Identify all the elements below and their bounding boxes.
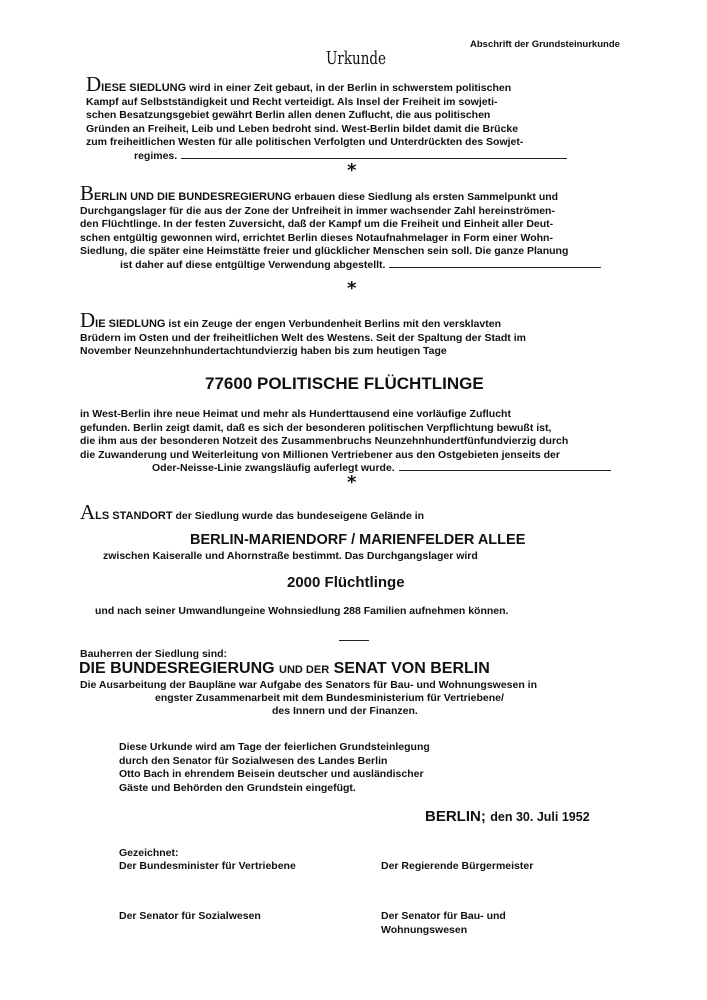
paragraph-line: den Flüchtlinge. In der festen Zuversicht, daß der Kampf um die Freiheit und Einheit aller Deut- bbox=[80, 218, 554, 231]
paragraph-line: Otto Bach in ehrendem Beisein deutscher und ausländischer bbox=[119, 768, 424, 781]
paragraph-line: engster Zusammenarbeit mit dem Bundesministerium für Vertriebene/ bbox=[155, 692, 504, 704]
builders-part-1: DIE BUNDESREGIERUNG bbox=[79, 660, 275, 677]
paragraph-line: Diese Urkunde wird am Tage der feierlichen Grundsteinlegung bbox=[119, 741, 430, 753]
capacity-headline: 2000 Flüchtlinge bbox=[287, 574, 405, 591]
signatory-social-senator: Der Senator für Sozialwesen bbox=[119, 910, 261, 922]
paragraph-line: schen entgültig gewonnen wird, errichtet Berlin dieses Notaufnahmelager in Form einer Wohn- bbox=[80, 231, 553, 244]
fill-rule bbox=[181, 157, 567, 159]
paragraph-line: Brüdern im Osten und der freiheitlichen Welt des Westens. Seit der Spaltung der Stadt im bbox=[80, 331, 526, 344]
paragraph-line: Gründen an Freiheit, Leib und Leben bedroht sind. West-Berlin bildet damit die Brücke bbox=[86, 122, 519, 135]
lead-initial: B bbox=[80, 181, 95, 205]
paragraph-line: durch den Senator für Sozialwesen des Landes Berlin bbox=[119, 754, 388, 767]
dateline bbox=[425, 808, 590, 826]
separator-star: * bbox=[347, 160, 357, 181]
paragraph-line: in West-Berlin ihre neue Heimat und mehr als Hunderttausend eine vorläufige Zuflucht bbox=[80, 408, 511, 420]
separator-star: * bbox=[347, 472, 357, 493]
paragraph-line: des Innern und der Finanzen. bbox=[272, 705, 418, 717]
paragraph-line: Siedlung, die später eine Heimstätte freier und glücklicher Menschen sein soll. Die ganze Planung bbox=[80, 245, 569, 258]
signatory-mayor: Der Regierende Bürgermeister bbox=[381, 860, 534, 872]
section-3 bbox=[80, 308, 700, 359]
builders-headline bbox=[79, 660, 490, 678]
paragraph-line: Kampf auf Selbstständigkeit und Recht verteidigt. Als Insel der Freiheit im sowjeti- bbox=[86, 95, 498, 108]
paragraph-line: Die Ausarbeitung der Baupläne war Aufgabe des Senators für Bau- und Wohnungswesen in bbox=[80, 679, 538, 691]
lead-initial: D bbox=[80, 308, 96, 332]
short-divider bbox=[339, 640, 369, 641]
paragraph-line: zwischen Kaiseralle und Ahornstraße bestimmt. Das Durchgangslager wird bbox=[103, 550, 478, 562]
paragraph-line: November Neunzehnhundertachtundvierzig haben bis zum heutigen Tage bbox=[80, 345, 447, 358]
builders-part-2: SENAT VON BERLIN bbox=[333, 660, 490, 677]
builders-connector: UND DER bbox=[279, 664, 330, 676]
lead-caps: IE SIEDLUNG bbox=[95, 318, 166, 330]
fill-rule bbox=[399, 469, 611, 471]
paragraph-line: und nach seiner Umwandlungeine Wohnsiedlung 288 Familien aufnehmen können. bbox=[95, 605, 509, 617]
header-note: Abschrift der Grundsteinurkunde bbox=[470, 39, 620, 50]
dateline-date: den 30. Juli 1952 bbox=[490, 810, 590, 824]
section-6 bbox=[119, 741, 539, 795]
signed-heading: Gezeichnet: bbox=[119, 847, 179, 859]
signatory-line: Der Senator für Bau- und bbox=[381, 910, 506, 922]
signatory-building-senator bbox=[381, 910, 506, 937]
section-4 bbox=[80, 500, 700, 524]
paragraph-line: regimes. bbox=[134, 149, 178, 162]
refugee-count-headline: 77600 POLITISCHE FLÜCHTLINGE bbox=[205, 374, 484, 393]
paragraph-text: ist ein Zeuge der engen Verbundenheit Berlins mit den versklavten bbox=[168, 318, 501, 330]
fill-rule bbox=[389, 266, 601, 268]
paragraph-line: Oder-Neisse-Linie zwangsläufig auferlegt wurde. bbox=[152, 462, 395, 475]
separator-star: * bbox=[347, 278, 357, 299]
signatory-line: Wohnungswesen bbox=[381, 923, 468, 936]
paragraph-line: die Zuwanderung und Weiterleitung von Millionen Vertriebener aus den Ostgebieten jenseits der bbox=[80, 448, 560, 461]
paragraph-line: zum freiheitlichen Westen für alle politischen Verfolgten und Unterdrückten des Sowjet- bbox=[86, 136, 524, 149]
lead-caps: ERLIN UND DIE BUNDESREGIERUNG bbox=[94, 191, 292, 203]
dateline-city: BERLIN; bbox=[425, 808, 486, 825]
signatory-federal-minister: Der Bundesminister für Vertriebene bbox=[119, 860, 296, 872]
paragraph-text: erbauen diese Siedlung als ersten Sammelpunkt und bbox=[294, 191, 559, 203]
lead-initial: D bbox=[86, 72, 102, 96]
section-3-continued bbox=[80, 408, 700, 476]
paragraph-line: ist daher auf diese entgültige Verwendung abgestellt. bbox=[120, 258, 386, 271]
paragraph-line: Gäste und Behörden den Grundstein eingefügt. bbox=[119, 781, 356, 794]
lead-initial: A bbox=[80, 500, 96, 524]
paragraph-line: die ihm aus der besonderen Notzeit des Zusammenbruchs Neunzehnhundertfünfundvierzig durch bbox=[80, 435, 569, 448]
paragraph-text: der Siedlung wurde das bundeseigene Gelände in bbox=[175, 510, 425, 522]
lead-caps: IESE SIEDLUNG bbox=[101, 82, 187, 94]
section-2 bbox=[80, 181, 700, 273]
paragraph-line: Durchgangslager für die aus der Zone der Unfreiheit in immer wachsender Zahl hereinströmen- bbox=[80, 204, 555, 217]
lead-caps: LS STANDORT bbox=[95, 510, 173, 522]
paragraph-text: wird in einer Zeit gebaut, in der Berlin in schwerstem politischen bbox=[189, 82, 512, 94]
paragraph-line: schen Besatzungsgebiet gewährt Berlin allen denen Zuflucht, die aus politischen bbox=[86, 109, 491, 122]
section-1 bbox=[86, 72, 686, 164]
location-headline: BERLIN-MARIENDORF / MARIENFELDER ALLEE bbox=[190, 532, 526, 548]
document-title: Urkunde bbox=[326, 48, 387, 69]
paragraph-line: gefunden. Berlin zeigt damit, daß es sich der besonderen politischen Verpflichtung bewußt ist, bbox=[80, 421, 552, 434]
builders-intro: Bauherren der Siedlung sind: bbox=[80, 648, 228, 660]
